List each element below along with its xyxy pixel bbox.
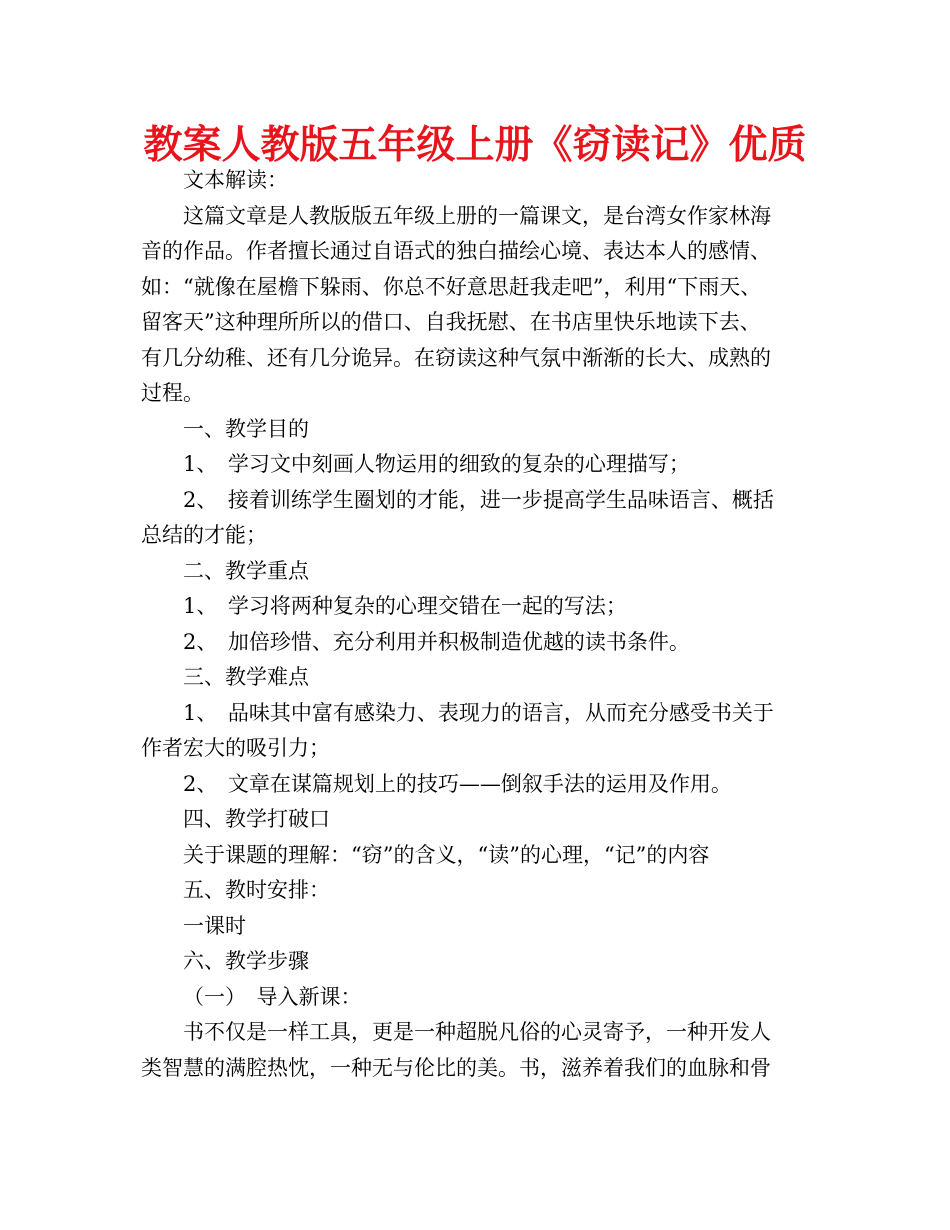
text-line: 一课时 <box>183 913 246 938</box>
text-line: 文本解读： <box>183 168 288 192</box>
text-line: 三、教学难点 <box>183 665 309 689</box>
text-line: 1、 学习将两种复杂的心理交错在一起的写法； <box>183 594 627 618</box>
text-line: 类智慧的满腔热忱，一种无与伦比的美。书，滋养着我们的血脉和骨 <box>141 1055 771 1080</box>
text-line: 如：“就像在屋檐下躲雨、你总不好意思赶我走吧”，利用“下雨天、 <box>141 274 762 299</box>
document-body <box>141 163 813 1086</box>
text-line: 1、 学习文中刻画人物运用的细致的复杂的心理描写； <box>183 452 690 476</box>
text-line: 四、教学打破口 <box>183 807 330 831</box>
text-line: 关于课题的理解：“窃”的含义，“读”的心理，“记”的内容 <box>183 842 710 867</box>
text-line: 五、教时安排： <box>183 878 330 902</box>
text-line: 有几分幼稚、还有几分诡异。在窃读这种气氛中渐渐的长大、成熟的 <box>141 345 771 370</box>
text-line: 这篇文章是人教版版五年级上册的一篇课文，是台湾女作家林海 <box>183 203 771 228</box>
text-line: 留客天”这种理所所以的借口、自我抚慰、在书店里快乐地读下去、 <box>141 310 761 334</box>
text-line: （一） 导入新课： <box>183 984 362 1009</box>
text-line: 2、 接着训练学生圈划的才能，进一步提高学生品味语言、概括 <box>183 487 774 512</box>
text-line: 六、教学步骤 <box>183 949 309 973</box>
text-line: 书不仅是一样工具，更是一种超脱凡俗的心灵寄予，一种开发人 <box>183 1020 771 1044</box>
text-line: 二、教学重点 <box>183 558 309 583</box>
text-line: 过程。 <box>141 381 204 405</box>
text-line: 总结的才能； <box>141 523 267 547</box>
text-line: 2、 加倍珍惜、充分利用并积极制造优越的读书条件。 <box>183 629 690 654</box>
text-line: 一、教学目的 <box>183 416 309 441</box>
text-line: 1、 品味其中富有感染力、表现力的语言，从而充分感受书关于 <box>183 700 774 725</box>
text-line: 2、 文章在谋篇规划上的技巧——倒叙手法的运用及作用。 <box>183 771 732 796</box>
text-line: 音的作品。作者擅长通过自语式的独白描绘心境、表达本人的感情、 <box>141 239 771 263</box>
text-line: 作者宏大的吸引力； <box>141 736 330 760</box>
document-title: 教案人教版五年级上册《窃读记》优质 <box>143 123 807 168</box>
